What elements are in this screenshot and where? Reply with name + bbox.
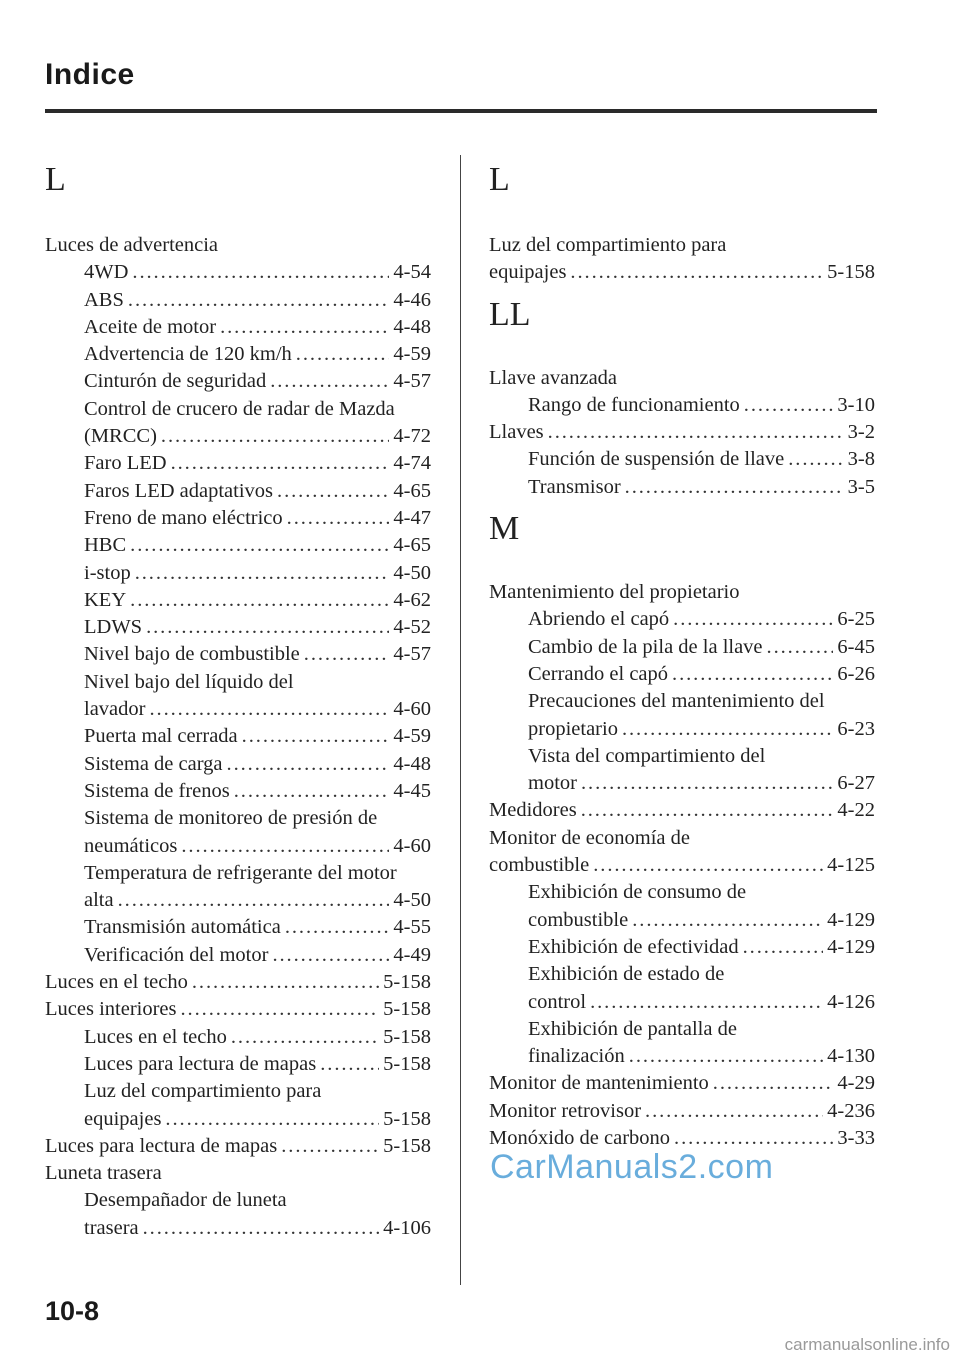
entry-text: combustible: [489, 854, 590, 877]
dot-leader: [146, 614, 389, 641]
index-subentry: [489, 634, 875, 661]
entry-text: combustible: [528, 908, 629, 931]
index-subentry: [45, 1078, 431, 1133]
entry-text: LDWS: [84, 616, 143, 639]
entry-text: Control de crucero de radar de Mazda: [84, 397, 395, 420]
page-reference: 6-23: [837, 717, 875, 740]
page-reference: 3-10: [837, 393, 875, 416]
dot-leader: [632, 907, 823, 934]
page-reference: 6-25: [837, 608, 875, 631]
page-reference: 4-129: [827, 908, 875, 931]
dot-leader: [227, 751, 390, 778]
entry-text: Monitor de economía de: [489, 826, 690, 849]
dot-leader: [713, 1070, 834, 1097]
site-watermark: carmanualsonline.info: [784, 1335, 950, 1354]
entry-text: Cambio de la pila de la llave: [528, 635, 763, 658]
entry-text: Exhibición de pantalla de: [528, 1017, 737, 1040]
entry-text: Luces de advertencia: [45, 234, 219, 256]
index-subentry: [45, 532, 431, 559]
dot-leader: [181, 996, 380, 1023]
page-reference: 6-26: [837, 662, 875, 685]
page-reference: 4-48: [393, 752, 431, 775]
dot-leader: [767, 634, 834, 661]
dot-leader: [673, 606, 833, 633]
dot-leader: [161, 423, 390, 450]
page-reference: 4-59: [393, 343, 431, 366]
page-reference: 4-236: [827, 1099, 875, 1122]
entry-text: Sistema de monitoreo de presión de: [84, 807, 378, 830]
dot-leader: [743, 934, 824, 961]
entry-text: equipajes: [84, 1107, 162, 1130]
index-subentry: [45, 860, 431, 915]
entry-text: Sistema de frenos: [84, 779, 230, 802]
entry-text: Monóxido de carbono: [489, 1127, 671, 1150]
index-subentry: [45, 587, 431, 614]
page-reference: 4-48: [393, 315, 431, 338]
entry-text: (MRCC): [84, 425, 157, 448]
page-reference: 4-52: [393, 616, 431, 639]
entry-text: Exhibición de consumo de: [528, 881, 747, 904]
entry-text: equipajes: [489, 261, 567, 284]
entry-text: Nivel bajo del líquido del: [84, 670, 294, 693]
entry-text: Puerta mal cerrada: [84, 725, 238, 748]
index-subentry: [45, 641, 431, 668]
index-subentry: [45, 314, 431, 341]
index-entry: [45, 232, 431, 259]
index-subentry: [45, 1024, 431, 1051]
page-reference: 4-74: [393, 452, 431, 475]
page-reference: 4-57: [393, 370, 431, 393]
page-reference: 4-22: [837, 799, 875, 822]
page-reference: 4-47: [393, 506, 431, 529]
page-reference: 3-8: [847, 448, 875, 471]
entry-text: propietario: [528, 717, 618, 740]
index-entry: [45, 1160, 431, 1187]
dot-leader: [234, 778, 390, 805]
index-subentry: [45, 287, 431, 314]
entry-text: Exhibición de estado de: [528, 963, 725, 986]
page-reference: 4-54: [393, 261, 431, 284]
entry-text: i-stop: [84, 561, 131, 584]
index-subentry: [45, 614, 431, 641]
dot-leader: [281, 1133, 379, 1160]
dot-leader: [181, 833, 389, 860]
index-subentry: [489, 392, 875, 419]
page-reference: 4-57: [393, 643, 431, 666]
page-reference: 4-60: [393, 698, 431, 721]
page-reference: 4-29: [837, 1072, 875, 1095]
dot-leader: [272, 942, 389, 969]
entry-text: Luces en el techo: [45, 971, 188, 994]
dot-leader: [149, 696, 389, 723]
entry-text: Advertencia de 120 km/h: [84, 343, 292, 366]
index-entry: [489, 579, 875, 606]
entry-text: Cinturón de seguridad: [84, 370, 267, 393]
index-subentry: [45, 450, 431, 477]
entry-text: Luneta trasera: [45, 1162, 162, 1185]
dot-leader: [220, 314, 389, 341]
entry-text: Medidores: [489, 799, 577, 822]
dot-leader: [672, 661, 833, 688]
page-reference: 4-50: [393, 889, 431, 912]
entry-text: Luz del compartimiento para: [489, 234, 727, 256]
page-reference: 5-158: [383, 971, 431, 994]
dot-leader: [143, 1215, 380, 1242]
dot-leader: [581, 770, 833, 797]
dot-leader: [548, 419, 844, 446]
entry-text: Temperatura de refrigerante del motor: [84, 861, 397, 884]
entry-text: alta: [84, 889, 114, 912]
dot-leader: [171, 450, 390, 477]
entry-text: Freno de mano eléctrico: [84, 506, 283, 529]
entry-text: Nivel bajo de combustible: [84, 643, 300, 666]
dot-leader: [270, 368, 389, 395]
entry-text: Transmisor: [528, 475, 621, 498]
entry-text: Luz del compartimiento para: [84, 1080, 322, 1103]
dot-leader: [788, 446, 843, 473]
page-reference: 4-65: [393, 534, 431, 557]
dot-leader: [320, 1051, 379, 1078]
dot-leader: [645, 1098, 823, 1125]
index-subentry: [489, 474, 875, 501]
entry-text: finalización: [528, 1045, 625, 1068]
index-subentry: [45, 478, 431, 505]
entry-text: Rango de funcionamiento: [528, 393, 740, 416]
page-reference: 4-106: [383, 1216, 431, 1239]
page-reference: 4-55: [393, 916, 431, 939]
page-reference: 5-158: [383, 1052, 431, 1075]
index-subentry: [45, 560, 431, 587]
dot-leader: [165, 1106, 379, 1133]
page-reference: 4-125: [827, 854, 875, 877]
entry-text: lavador: [84, 698, 146, 721]
entry-text: Luces interiores: [45, 998, 177, 1021]
index-subentry: [45, 1187, 431, 1242]
entry-text: Monitor retrovisor: [489, 1099, 642, 1122]
entry-text: Monitor de mantenimiento: [489, 1072, 709, 1095]
entry-text: Verificación del motor: [84, 943, 269, 966]
entry-text: HBC: [84, 534, 127, 557]
page-reference: 3-5: [847, 475, 875, 498]
index-subentry: [489, 661, 875, 688]
section-letter: LL: [489, 295, 531, 333]
entry-text: Precauciones del mantenimiento del: [528, 690, 825, 713]
page-reference: 4-62: [393, 588, 431, 611]
page-reference: 4-50: [393, 561, 431, 584]
entry-text: control: [528, 990, 587, 1013]
page-reference: 4-49: [393, 943, 431, 966]
page-reference: 4-126: [827, 990, 875, 1013]
page-reference: 4-45: [393, 779, 431, 802]
section-letter: M: [489, 510, 520, 548]
index-subentry: [45, 669, 431, 724]
entry-text: trasera: [84, 1216, 139, 1239]
entry-text: Abriendo el capó: [528, 608, 670, 631]
dot-leader: [130, 587, 389, 614]
dot-leader: [242, 723, 390, 750]
page-reference: 5-158: [383, 1134, 431, 1157]
index-entry: [489, 825, 875, 880]
dot-leader: [135, 560, 390, 587]
page-reference: 3-2: [847, 421, 875, 444]
dot-leader: [128, 287, 390, 314]
dot-leader: [192, 969, 379, 996]
index-subentry: [45, 723, 431, 750]
index-entry: [45, 969, 431, 996]
dot-leader: [625, 474, 844, 501]
index-subentry: [489, 1016, 875, 1071]
dot-leader: [285, 914, 390, 941]
dot-leader: [130, 532, 389, 559]
index-subentry: [45, 1051, 431, 1078]
dot-leader: [132, 259, 389, 286]
index-entry: [489, 1098, 875, 1125]
page-reference: 6-45: [837, 635, 875, 658]
watermark-logo: CarManuals2.com: [490, 1148, 774, 1186]
dot-leader: [277, 478, 389, 505]
dot-leader: [593, 852, 823, 879]
entry-text: Desempañador de luneta: [84, 1189, 287, 1212]
page-header-title: Indice: [45, 58, 135, 91]
page-reference: 5-158: [827, 261, 875, 284]
entry-text: Transmisión automática: [84, 916, 281, 939]
index-column-left: [45, 160, 431, 1242]
section-letter: L: [45, 161, 66, 198]
entry-text: Exhibición de efectividad: [528, 935, 739, 958]
dot-leader: [296, 341, 390, 368]
index-column-right: [489, 160, 875, 1152]
column-divider: [460, 155, 461, 1285]
dot-leader: [570, 259, 823, 286]
page-reference: 4-59: [393, 725, 431, 748]
entry-text: Faros LED adaptativos: [84, 479, 274, 502]
page-number: 10-8: [45, 1296, 100, 1326]
entry-text: Sistema de carga: [84, 752, 223, 775]
index-entry: [45, 996, 431, 1023]
page-reference: 4-46: [393, 288, 431, 311]
entry-text: Mantenimiento del propietario: [489, 581, 740, 604]
index-subentry: [45, 805, 431, 860]
entry-text: Aceite de motor: [84, 315, 217, 338]
page-reference: 5-158: [383, 1025, 431, 1048]
index-subentry: [45, 505, 431, 532]
index-subentry: [489, 606, 875, 633]
entry-text: Luces para lectura de mapas: [84, 1052, 317, 1075]
entry-text: Llaves: [489, 421, 544, 444]
page-reference: 5-158: [383, 1107, 431, 1130]
index-subentry: [45, 341, 431, 368]
page-reference: 4-65: [393, 479, 431, 502]
page-reference: 4-60: [393, 834, 431, 857]
dot-leader: [629, 1043, 823, 1070]
index-entry: [489, 797, 875, 824]
index-subentry: [489, 961, 875, 1016]
index-subentry: [45, 942, 431, 969]
entry-text: Función de suspensión de llave: [528, 448, 785, 471]
index-subentry: [45, 778, 431, 805]
page-reference: 4-130: [827, 1045, 875, 1068]
page-reference: 4-72: [393, 425, 431, 448]
index-subentry: [45, 914, 431, 941]
dot-leader: [231, 1024, 379, 1051]
page-reference: 4-129: [827, 935, 875, 958]
page-reference: 5-158: [383, 998, 431, 1021]
page-reference: 3-33: [837, 1127, 875, 1150]
entry-text: Luces en el techo: [84, 1025, 227, 1048]
section-letter: L: [489, 161, 510, 198]
dot-leader: [304, 641, 390, 668]
dot-leader: [118, 887, 390, 914]
index-subentry: [489, 743, 875, 798]
index-subentry: [45, 396, 431, 451]
dot-leader: [590, 989, 823, 1016]
dot-leader: [622, 716, 833, 743]
index-subentry: [45, 751, 431, 778]
dot-leader: [744, 392, 834, 419]
index-entry: [489, 1070, 875, 1097]
entry-text: Vista del compartimiento del: [528, 744, 766, 767]
entry-text: ABS: [84, 288, 124, 311]
index-subentry: [45, 368, 431, 395]
index-subentry: [489, 934, 875, 961]
index-subentry: [489, 688, 875, 743]
entry-text: Cerrando el capó: [528, 662, 669, 685]
entry-text: 4WD: [84, 261, 129, 284]
index-entry: [489, 419, 875, 446]
index-entry: [45, 1133, 431, 1160]
entry-text: neumáticos: [84, 834, 178, 857]
entry-text: motor: [528, 772, 577, 795]
entry-text: Llave avanzada: [489, 366, 618, 389]
entry-text: Faro LED: [84, 452, 167, 475]
index-subentry: [489, 446, 875, 473]
index-subentry: [45, 259, 431, 286]
index-entry: [489, 365, 875, 392]
index-subentry: [489, 879, 875, 934]
entry-text: Luces para lectura de mapas: [45, 1134, 278, 1157]
header-rule: [45, 109, 877, 113]
index-entry: [489, 232, 875, 287]
dot-leader: [287, 505, 390, 532]
entry-text: KEY: [84, 588, 127, 611]
dot-leader: [581, 797, 834, 824]
page-reference: 6-27: [837, 772, 875, 795]
